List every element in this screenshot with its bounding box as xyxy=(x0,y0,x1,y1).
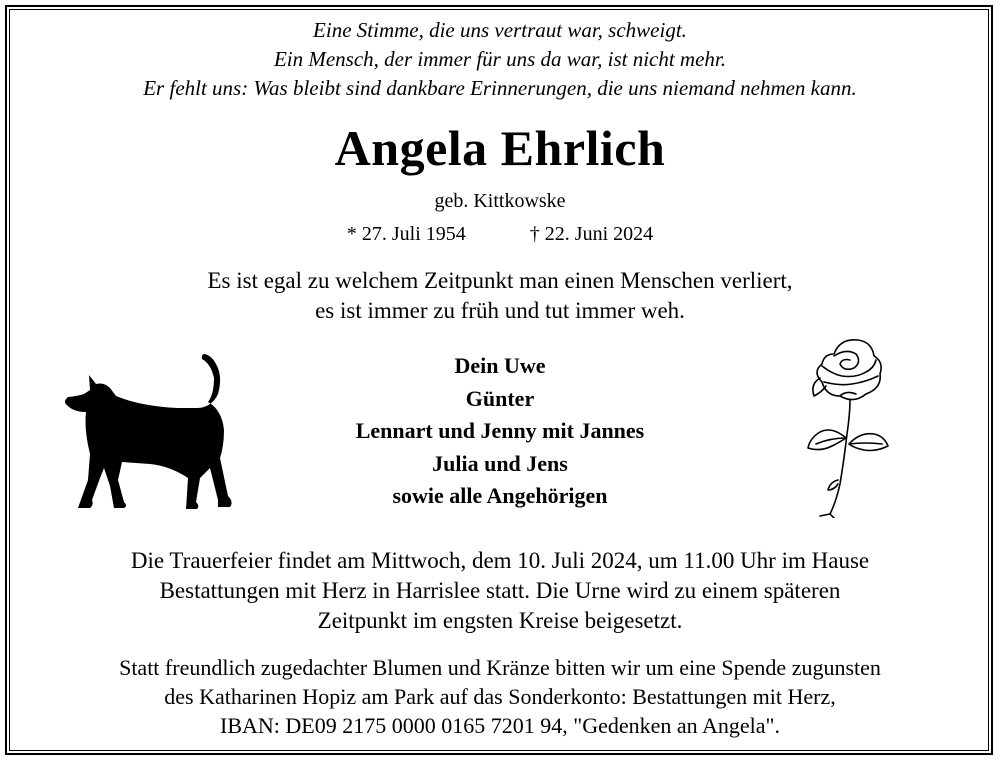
intro-line: Er fehlt uns: Was bleibt sind dankbare Erinnerungen, die uns niemand nehmen kann. xyxy=(143,76,857,100)
family-member: Dein Uwe xyxy=(454,353,546,378)
birth-date: * 27. Juli 1954 xyxy=(346,223,466,245)
maiden-name: geb. Kittkowske xyxy=(434,190,566,212)
intro-line: Ein Mensch, der immer für uns da war, ist nicht mehr. xyxy=(273,47,727,71)
life-dates xyxy=(0,221,1000,247)
family-member: Günter xyxy=(465,385,535,411)
ceremony-line: Bestattungen mit Herz in Harrislee statt. Die Urne wird zu einem späteren xyxy=(159,578,841,603)
deceased-name: Angela Ehrlich xyxy=(334,120,666,176)
ceremony-line: Die Trauerfeier findet am Mittwoch, dem 10. Juli 2024, um 11.00 Uhr im Hause xyxy=(130,548,870,573)
quote-line: Es ist egal zu welchem Zeitpunkt man einen Menschen verliert, xyxy=(207,268,793,293)
donation-line: IBAN: DE09 2175 0000 0165 7201 94, "Gedenken an Angela". xyxy=(220,713,780,738)
donation-info xyxy=(0,653,1000,740)
intro-line: Eine Stimme, die uns vertraut war, schweigt. xyxy=(313,18,687,42)
quote-line: es ist immer zu früh und tut immer weh. xyxy=(315,298,685,323)
family-member: Julia und Jens xyxy=(432,450,568,476)
death-date: † 22. Juni 2024 xyxy=(529,223,654,245)
donation-line: Statt freundlich zugedachter Blumen und Kränze bitten wir um eine Spende zugunsten xyxy=(119,655,881,680)
family-member: sowie alle Angehörigen xyxy=(392,483,608,508)
rose-drawing-icon xyxy=(800,334,892,518)
ceremony-line: Zeitpunkt im engsten Kreise beigesetzt. xyxy=(317,608,683,633)
quote xyxy=(0,266,1000,326)
family-member: Lennart und Jenny mit Jannes xyxy=(355,418,645,443)
intro-poem xyxy=(0,16,1000,103)
ceremony-info xyxy=(0,546,1000,636)
donation-line: des Katharinen Hopiz am Park auf das Sonderkonto: Bestattungen mit Herz, xyxy=(164,684,836,709)
